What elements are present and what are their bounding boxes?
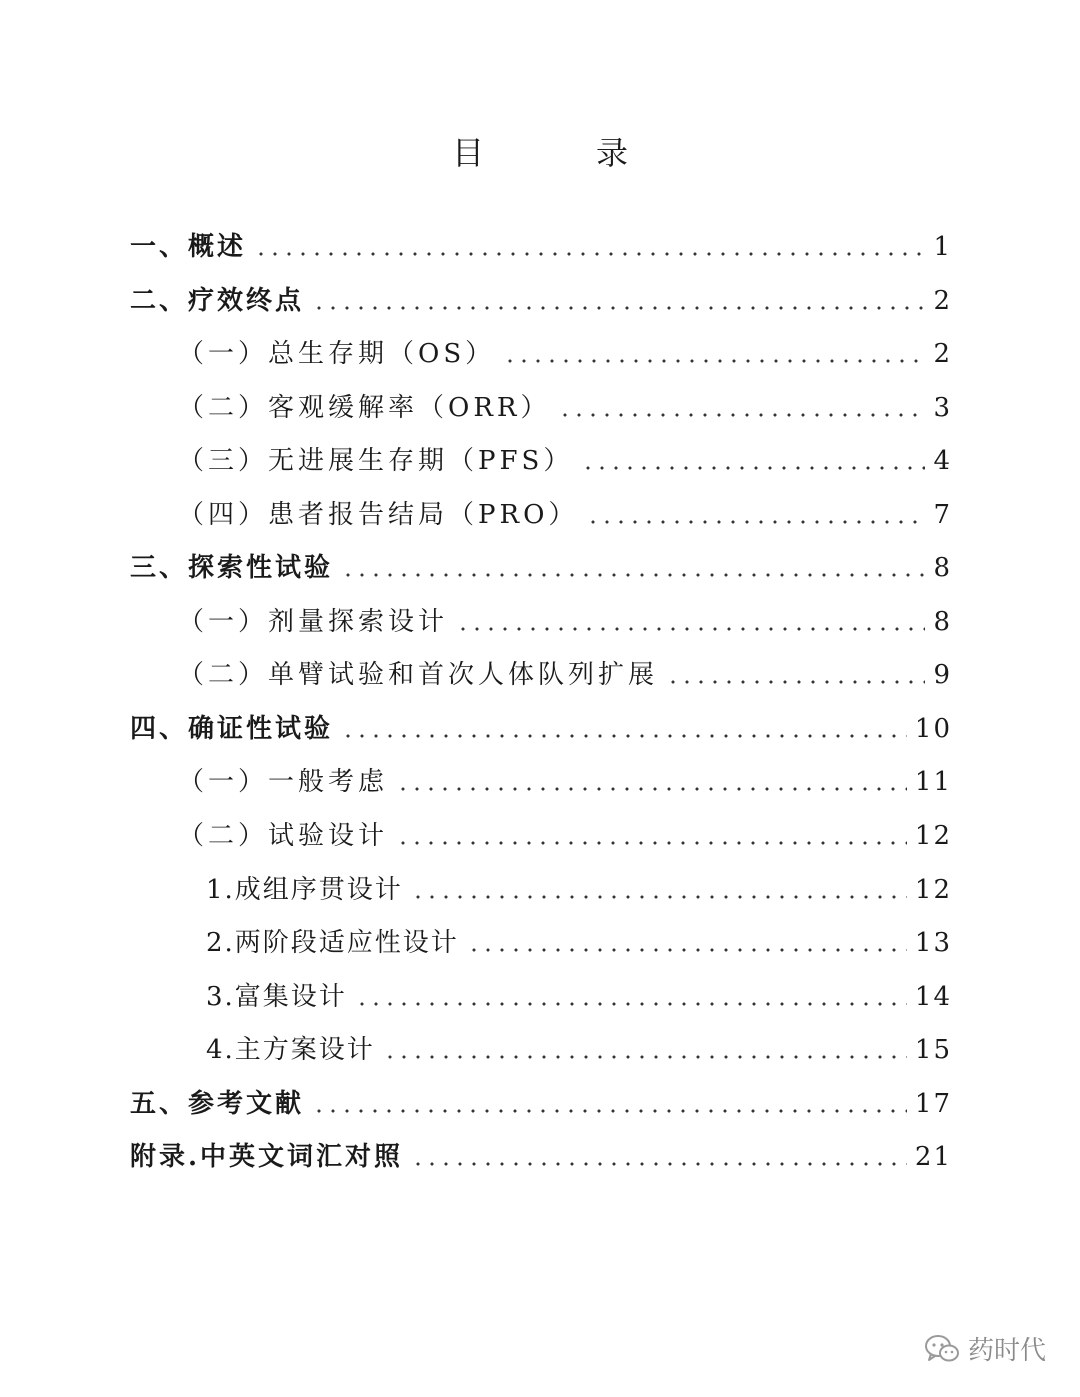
toc-entry-page: 17 [914, 1089, 952, 1119]
toc-entry-page: 9 [933, 660, 952, 690]
toc-leader-dots [467, 948, 907, 952]
toc-leader-dots [383, 1055, 907, 1059]
toc-entry-label: （一）一般考虑 [178, 767, 389, 797]
toc-entry-page: 2 [933, 339, 952, 369]
watermark-text: 药时代 [967, 1336, 1046, 1366]
toc-leader-dots [254, 252, 925, 256]
toc-entry-label: 3.富集设计 [206, 982, 347, 1012]
toc-entry-page: 10 [914, 714, 952, 744]
toc-entry[interactable] [178, 388, 952, 428]
toc-entry-page: 8 [933, 553, 952, 583]
toc-leader-dots [396, 787, 907, 791]
toc-entry[interactable] [206, 1030, 952, 1070]
toc-entry-label: 4.主方案设计 [206, 1035, 375, 1065]
toc-entry[interactable] [178, 441, 952, 481]
toc-entry-page: 2 [933, 286, 952, 316]
toc-entry-label: （四）患者报告结局（PRO） [178, 500, 579, 530]
toc-entry-label: （一）总生存期（OS） [178, 339, 496, 369]
toc-entry-label: 二、疗效终点 [130, 286, 305, 316]
toc-entry[interactable] [178, 602, 952, 642]
toc-entry-label: （二）试验设计 [178, 821, 389, 851]
toc-entry[interactable] [130, 548, 952, 588]
toc-entry-page: 21 [914, 1142, 952, 1172]
toc-entry[interactable] [130, 1137, 952, 1177]
toc-entry[interactable] [178, 334, 952, 374]
toc-entry-label: 附录.中英文词汇对照 [130, 1142, 404, 1172]
toc-entry[interactable] [130, 227, 952, 267]
toc-entry-label: （一）剂量探索设计 [178, 607, 449, 637]
toc-entry-label: 五、参考文献 [130, 1089, 305, 1119]
toc-leader-dots [456, 627, 925, 631]
toc-entry-page: 15 [914, 1035, 952, 1065]
toc-leader-dots [312, 1109, 907, 1113]
toc-entry-label: 2.两阶段适应性设计 [206, 928, 459, 958]
toc-entry-page: 11 [914, 767, 952, 797]
toc-leader-dots [586, 520, 925, 524]
toc-entry-label: 1.成组序贯设计 [206, 875, 403, 905]
toc-entry-page: 12 [914, 875, 952, 905]
toc-entry-page: 8 [933, 607, 952, 637]
toc-leader-dots [341, 734, 907, 738]
toc-entry[interactable] [130, 281, 952, 321]
toc-leader-dots [312, 306, 925, 310]
toc-entry[interactable] [178, 816, 952, 856]
toc-entry[interactable] [130, 709, 952, 749]
toc-leader-dots [411, 895, 907, 899]
toc-leader-dots [411, 1162, 907, 1166]
toc-leader-dots [503, 359, 925, 363]
toc-entry-page: 14 [914, 982, 952, 1012]
toc-leader-dots [666, 680, 925, 684]
toc-leader-dots [581, 466, 925, 470]
toc-entry-page: 7 [933, 500, 952, 530]
toc-entry-label: 三、探索性试验 [130, 553, 334, 583]
toc-entry[interactable] [178, 495, 952, 535]
watermark [924, 1330, 1046, 1367]
toc-entry[interactable] [206, 923, 952, 963]
toc-leader-dots [355, 1002, 907, 1006]
toc-entry-page: 1 [933, 232, 952, 262]
toc-leader-dots [558, 413, 925, 417]
toc-entry-label: （二）客观缓解率（ORR） [178, 393, 551, 423]
toc-entry[interactable] [178, 655, 952, 695]
toc-entry-label: 四、确证性试验 [130, 714, 334, 744]
toc-entry[interactable] [206, 977, 952, 1017]
toc-leader-dots [341, 573, 925, 577]
toc-entry-label: 一、概述 [130, 232, 247, 262]
toc-entry-page: 13 [914, 928, 952, 958]
wechat-icon [924, 1333, 960, 1365]
toc-entry-page: 4 [933, 446, 952, 476]
toc-entry-page: 3 [933, 393, 952, 423]
toc-leader-dots [396, 841, 907, 845]
page-title: 目 录 [451, 134, 668, 172]
toc-entry[interactable] [206, 870, 952, 910]
toc-entry-label: （二）单臂试验和首次人体队列扩展 [178, 660, 659, 690]
toc-entry[interactable] [178, 762, 952, 802]
toc-entry-page: 12 [914, 821, 952, 851]
toc-entry[interactable] [130, 1084, 952, 1124]
toc-entry-label: （三）无进展生存期（PFS） [178, 446, 574, 476]
